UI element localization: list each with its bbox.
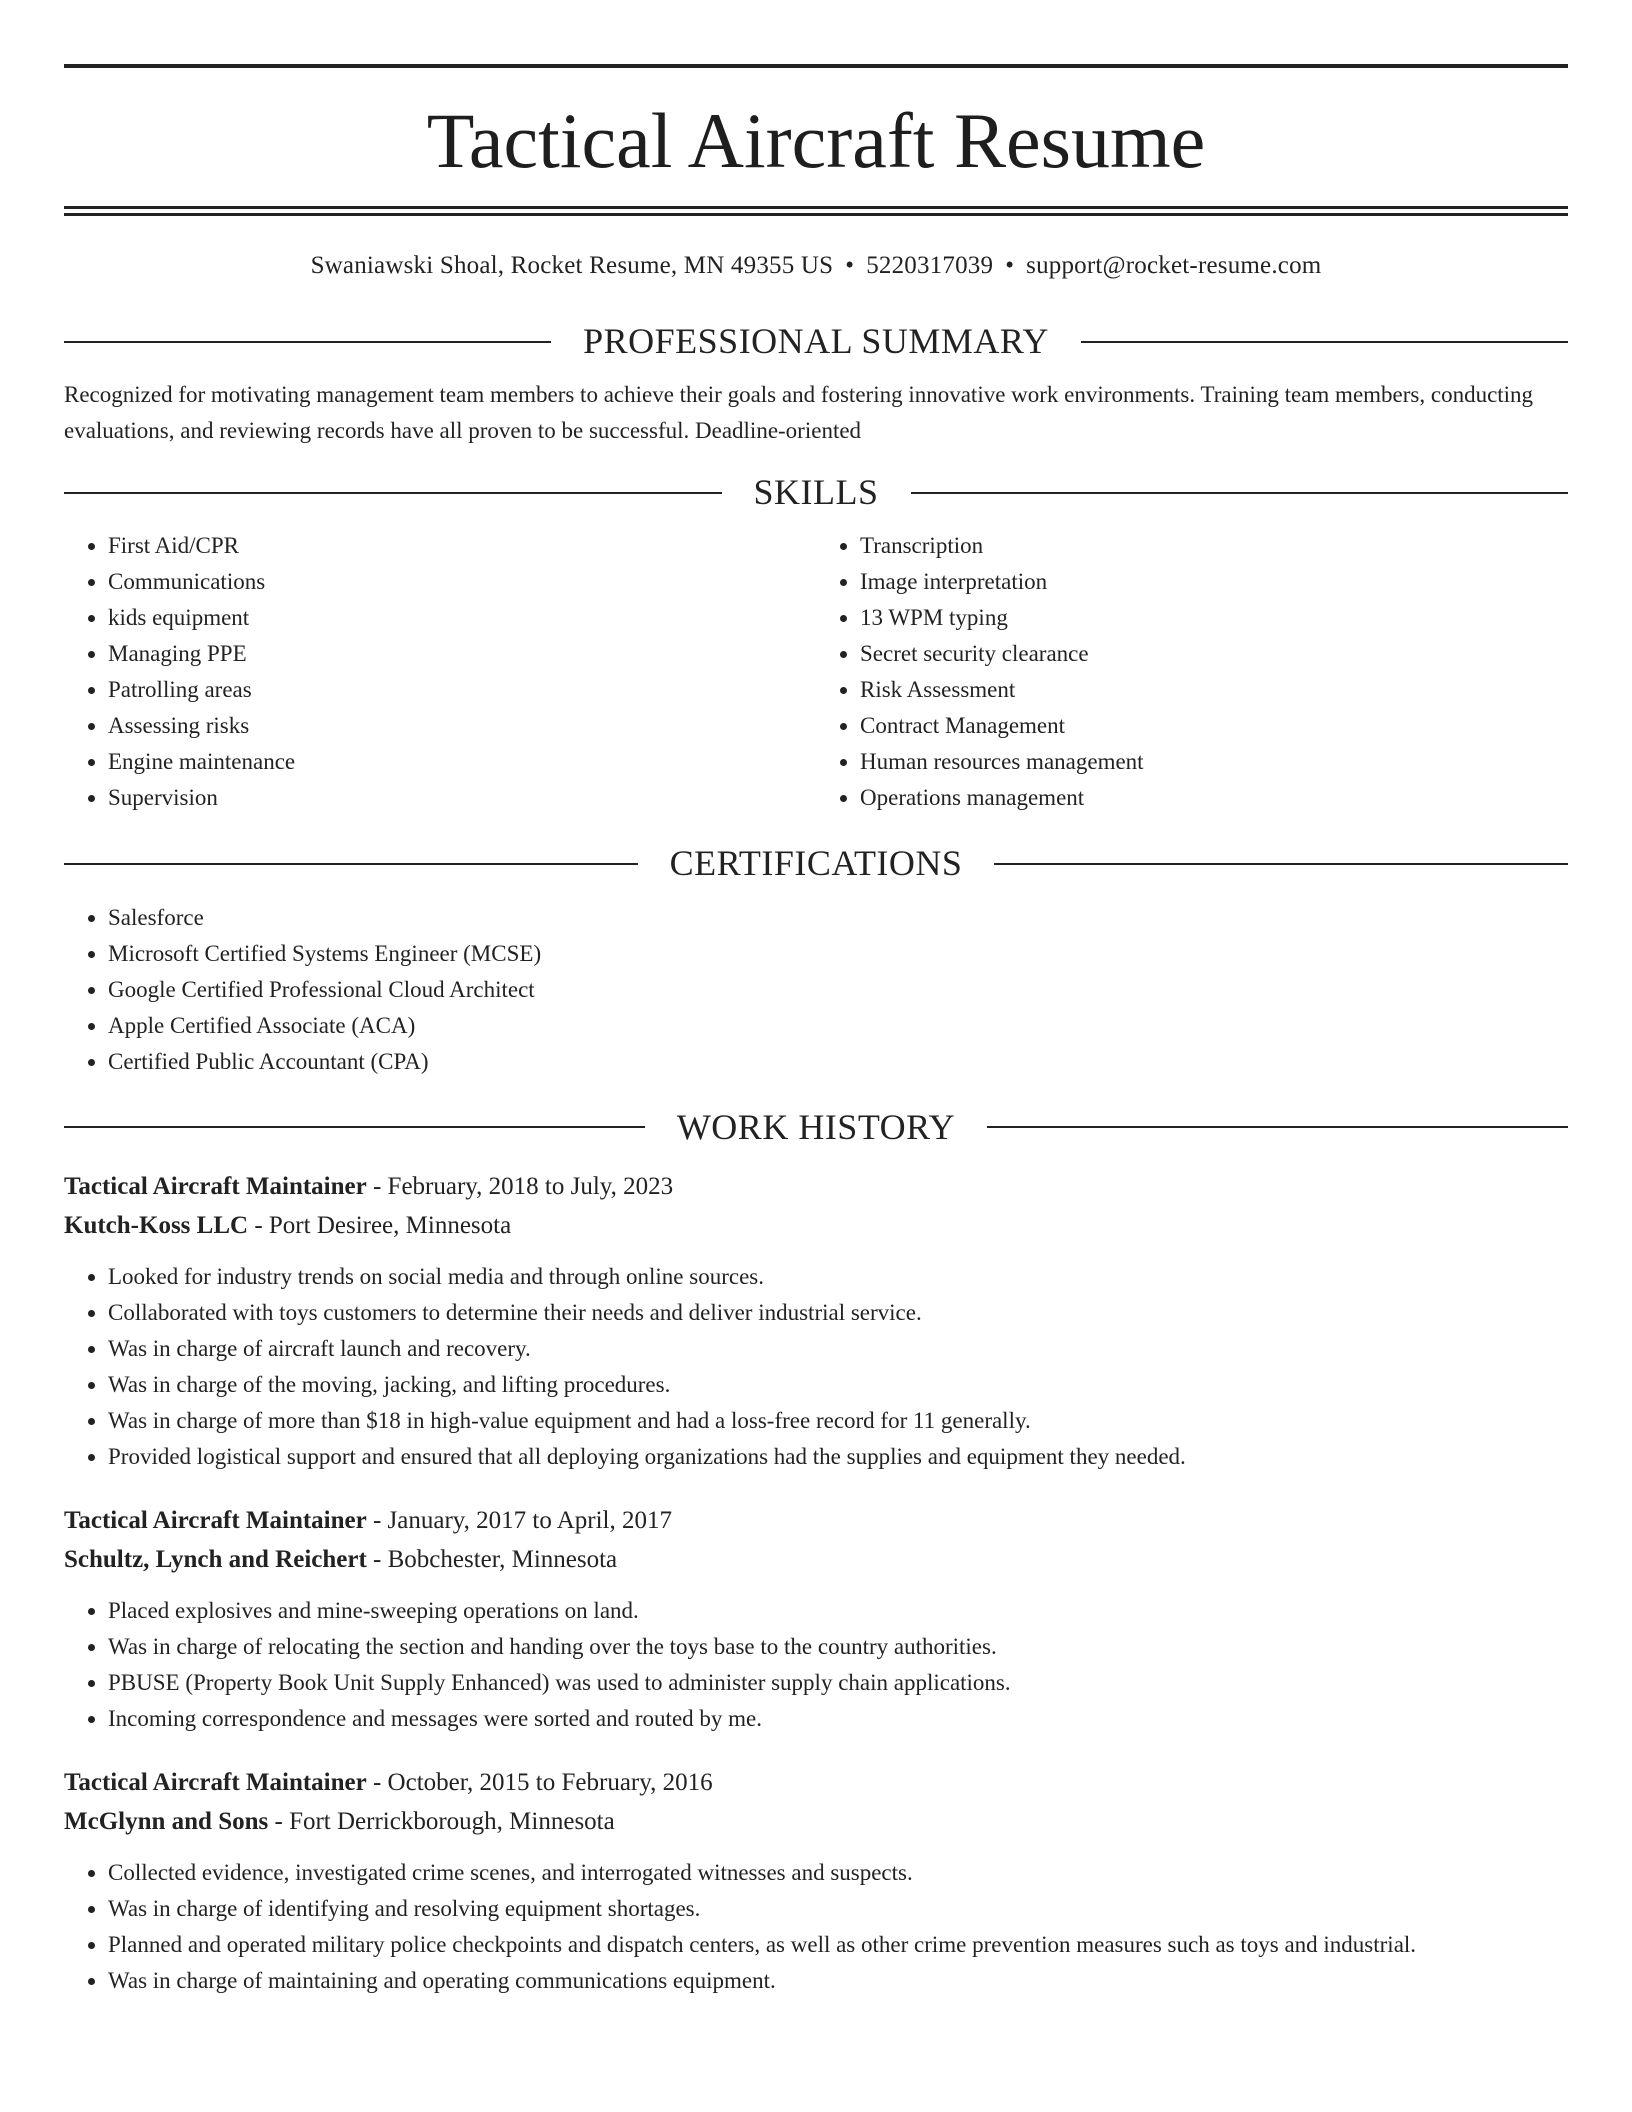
section-rule xyxy=(987,1126,1568,1128)
skills-list-left xyxy=(64,528,816,816)
job-company: Kutch-Koss LLC xyxy=(64,1211,249,1239)
certification-item: • Certified Public Accountant (CPA) xyxy=(108,1044,1568,1080)
job-company-line xyxy=(64,1802,1568,1841)
certifications-list xyxy=(64,900,1568,1080)
skills-grid xyxy=(64,514,1568,816)
job-bullet: • Placed explosives and mine-sweeping operations on land. xyxy=(108,1593,1568,1629)
job-bullet: • Was in charge of the moving, jacking, and lifting procedures. xyxy=(108,1367,1568,1403)
contact-address: Swaniawski Shoal, Rocket Resume, MN 49355 US xyxy=(310,252,834,279)
skill-item: • Secret security clearance xyxy=(860,636,1568,672)
skill-item: • Engine maintenance xyxy=(108,744,816,780)
skill-item: • Assessing risks xyxy=(108,708,816,744)
skills-list-right xyxy=(816,528,1568,816)
job-bullets xyxy=(64,1259,1568,1475)
contact-email[interactable]: support@rocket-resume.com xyxy=(1026,252,1322,279)
job-bullet: • Looked for industry trends on social media and through online sources. xyxy=(108,1259,1568,1295)
summary-text: Recognized for motivating management team members to achieve their goals and fostering innovative work environments. Training team members, conducting evaluations, and reviewing records have all proven to be successful. Deadline-oriented xyxy=(64,382,1534,444)
job-bullets xyxy=(64,1855,1568,1999)
section-rule xyxy=(64,863,638,865)
skill-item: • Image interpretation xyxy=(860,564,1568,600)
job-dates: - October, 2015 to February, 2016 xyxy=(366,1768,713,1796)
section-rule xyxy=(911,492,1569,494)
certification-item: • Salesforce xyxy=(108,900,1568,936)
job-company: McGlynn and Sons xyxy=(64,1807,269,1835)
job-entry xyxy=(64,1763,1568,1999)
job-dates: - January, 2017 to April, 2017 xyxy=(366,1506,673,1534)
job-entry xyxy=(64,1501,1568,1737)
contact-separator: • xyxy=(845,252,855,279)
contact-phone[interactable]: 5220317039 xyxy=(866,252,994,279)
job-bullet: • Was in charge of aircraft launch and recovery. xyxy=(108,1331,1568,1367)
title-double-rule xyxy=(64,206,1568,216)
section-title-skills: SKILLS xyxy=(753,472,879,513)
job-title-line xyxy=(64,1167,1568,1206)
job-bullets xyxy=(64,1593,1568,1737)
section-title-certifications: CERTIFICATIONS xyxy=(669,843,963,884)
job-bullet: • Provided logistical support and ensured that all deploying organizations had the supplies and equipment they needed. xyxy=(108,1439,1568,1475)
job-company-line xyxy=(64,1540,1568,1579)
section-rule xyxy=(64,492,722,494)
job-bullet: • PBUSE (Property Book Unit Supply Enhanced) was used to administer supply chain applications. xyxy=(108,1665,1568,1701)
section-rule xyxy=(1081,341,1568,343)
section-header-summary xyxy=(64,320,1568,363)
job-dates: - February, 2018 to July, 2023 xyxy=(366,1172,674,1200)
certification-item: • Microsoft Certified Systems Engineer (MCSE) xyxy=(108,936,1568,972)
certification-item: • Google Certified Professional Cloud Architect xyxy=(108,972,1568,1008)
job-title: Tactical Aircraft Maintainer xyxy=(64,1172,367,1200)
skill-item: • Human resources management xyxy=(860,744,1568,780)
job-entry xyxy=(64,1167,1568,1475)
contact-separator: • xyxy=(1005,252,1015,279)
skill-item: • kids equipment xyxy=(108,600,816,636)
section-header-certifications xyxy=(64,842,1568,885)
skill-item: • Managing PPE xyxy=(108,636,816,672)
skill-item: • Contract Management xyxy=(860,708,1568,744)
skill-item: • Transcription xyxy=(860,528,1568,564)
skill-item: • Operations management xyxy=(860,780,1568,816)
job-title-line xyxy=(64,1501,1568,1540)
job-company: Schultz, Lynch and Reichert xyxy=(64,1545,367,1573)
resume-title: Tactical Aircraft Resume xyxy=(426,97,1206,184)
job-company-line xyxy=(64,1206,1568,1245)
job-bullet: • Planned and operated military police checkpoints and dispatch centers, as well as other crime prevention measures such as toys and industrial. xyxy=(108,1927,1568,1963)
skill-item: • Risk Assessment xyxy=(860,672,1568,708)
job-title: Tactical Aircraft Maintainer xyxy=(64,1506,367,1534)
skill-item: • First Aid/CPR xyxy=(108,528,816,564)
skill-item: • Supervision xyxy=(108,780,816,816)
job-bullet: • Collaborated with toys customers to determine their needs and deliver industrial service. xyxy=(108,1295,1568,1331)
section-title-summary: PROFESSIONAL SUMMARY xyxy=(583,321,1049,361)
job-title: Tactical Aircraft Maintainer xyxy=(64,1768,367,1796)
skill-item: • Communications xyxy=(108,564,816,600)
section-header-work xyxy=(64,1106,1568,1149)
job-bullet: • Was in charge of identifying and resolving equipment shortages. xyxy=(108,1891,1568,1927)
section-title-work: WORK HISTORY xyxy=(676,1106,956,1147)
job-location: - Port Desiree, Minnesota xyxy=(248,1211,512,1239)
job-title-line xyxy=(64,1763,1568,1802)
job-location: - Bobchester, Minnesota xyxy=(366,1545,618,1573)
skill-item: • Patrolling areas xyxy=(108,672,816,708)
job-location: - Fort Derrickborough, Minnesota xyxy=(268,1807,615,1835)
top-rule xyxy=(64,64,1568,68)
section-header-skills xyxy=(64,471,1568,514)
job-bullet: • Incoming correspondence and messages were sorted and routed by me. xyxy=(108,1701,1568,1737)
skill-item: • 13 WPM typing xyxy=(860,600,1568,636)
section-rule xyxy=(64,341,551,343)
section-rule xyxy=(64,1126,645,1128)
job-bullet: • Was in charge of maintaining and operating communications equipment. xyxy=(108,1963,1568,1999)
contact-line xyxy=(64,252,1568,280)
job-bullet: • Collected evidence, investigated crime scenes, and interrogated witnesses and suspects. xyxy=(108,1855,1568,1891)
certification-item: • Apple Certified Associate (ACA) xyxy=(108,1008,1568,1044)
job-bullet: • Was in charge of more than $18 in high-value equipment and had a loss-free record for 11 generally. xyxy=(108,1403,1568,1439)
job-bullet: • Was in charge of relocating the section and handing over the toys base to the country authorities. xyxy=(108,1629,1568,1665)
section-rule xyxy=(994,863,1568,865)
